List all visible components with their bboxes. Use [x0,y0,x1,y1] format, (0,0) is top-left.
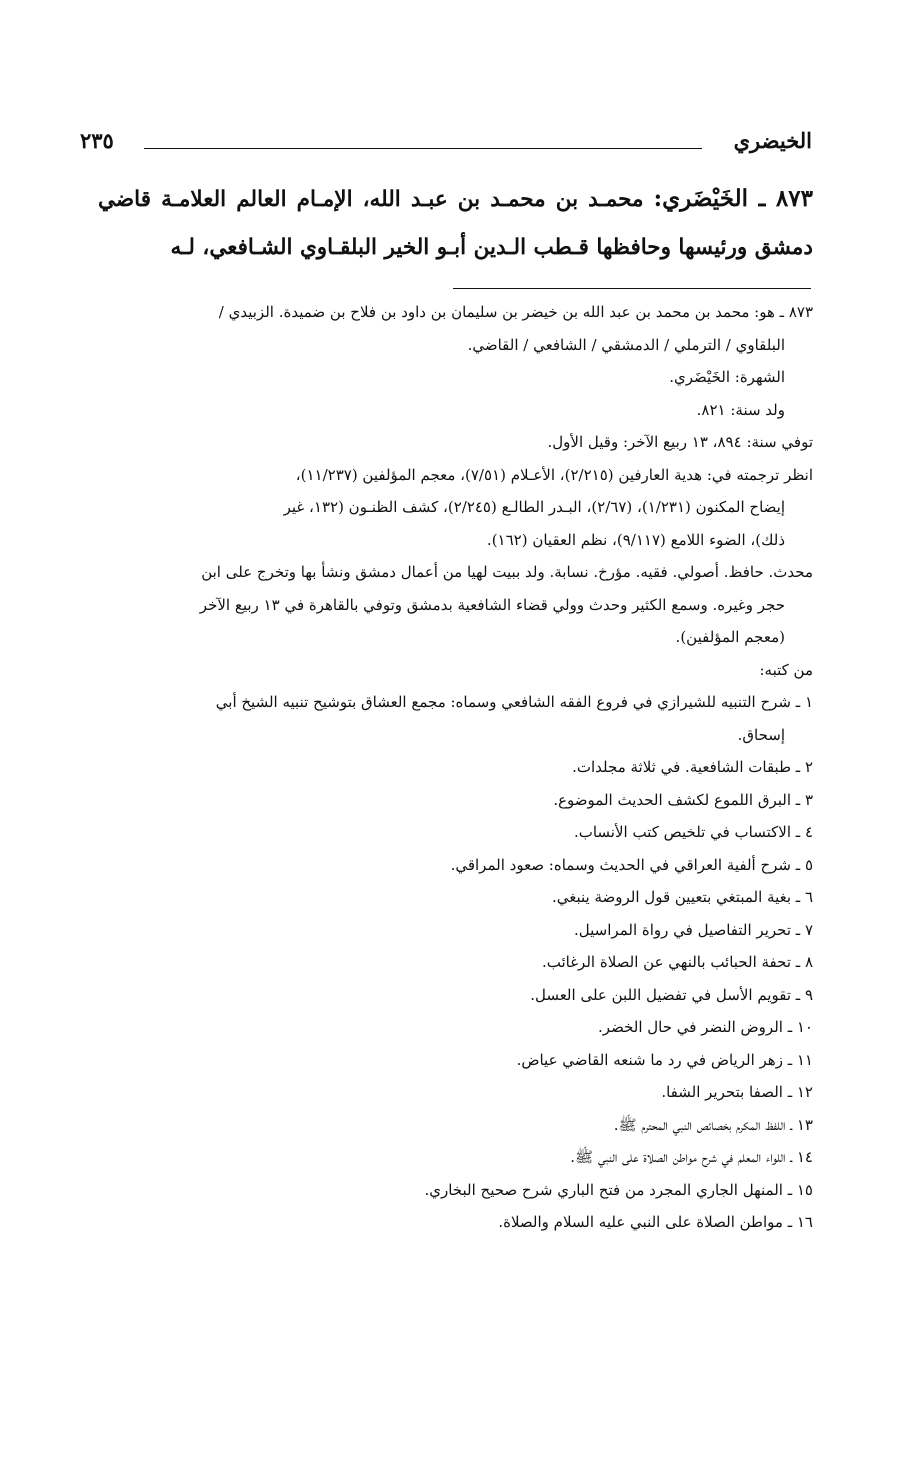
footnote-line: ١١ ـ زهر الرياض في رد ما شنعه القاضي عياض. [516,1050,813,1069]
page-number: ٢٣٥ [80,128,114,153]
footnote-line: ١٣ ـ اللفظ المكرم بخصائص النبي المحترم ﷺ. [613,1115,813,1134]
footnote-line: من كتبه: [759,660,813,679]
footnote-line: ١ ـ شرح التنبيه للشيرازي في فروع الفقه الشافعي وسماه: مجمع العشاق بتوشيح تنبيه الشيخ أبي [215,693,813,711]
footnote-line: الشهرة: الخَيْضَري. [669,368,785,386]
footnote-line: انظر ترجمته في: هدية العارفين (٢/٢١٥)، الأعـلام (٧/٥١)، معجم المؤلفين (١١/٢٣٧)، [295,465,813,484]
entry-heading: ٨٧٣ ـ الخَيْضَري: [653,185,813,212]
footnote-line: ٨٧٣ ـ هو: محمد بن محمد بن عبد الله بن خيضر بن سليمان بن داود بن فلاح بن ضميدة. الزبيدي / [218,303,813,321]
footnote-line: ١٢ ـ الصفا بتحرير الشفا. [661,1083,813,1101]
footnote-line: ١٥ ـ المنهل الجاري المجرد من فتح الباري شرح صحيح البخاري. [424,1180,813,1199]
footnote-line: توفي سنة: ٨٩٤، ١٣ ربيع الآخر: وقيل الأول. [547,433,813,451]
footnote-line: ١٦ ـ مواطن الصلاة على النبي عليه السلام والصلاة. [498,1213,813,1231]
footnote-line: ١٤ ـ اللواء المعلم في شرح مواطن الصلاة على النبي ﷺ. [570,1148,813,1166]
footnote-line: ٦ ـ بغية المبتغي بتعيين قول الروضة ينبغي. [551,888,813,906]
footnote-line: إيضاح المكنون (١/٢٣١)، (٢/٦٧)، البـدر الطالـع (٢/٢٤٥)، كشف الظنـون (١٣٢، غير [283,498,785,516]
footnote-line: ٨ ـ تحفة الحبائب بالنهي عن الصلاة الرغائب. [541,953,813,971]
header-title: الخيضري [733,128,812,153]
footnote-line: ٣ ـ البرق اللموع لكشف الحديث الموضوع. [553,790,813,809]
footnote-line: حجر وغيره. وسمع الكثير وحدث وولي قضاء الشافعية بدمشق وتوفي بالقاهرة في ١٣ ربيع الآخر [199,595,785,614]
footnote-line: إسحاق. [737,725,785,744]
footnote-line: ٢ ـ طبقات الشافعية. في ثلاثة مجلدات. [572,758,813,776]
footnote-line: محدث. حافظ. أصولي. فقيه. مؤرخ. نسابة. ولد ببيت لهيا من أعمال دمشق ونشأ بها وتخرج على ابن [201,563,813,581]
footnote-line: ولد سنة: ٨٢١. [696,400,785,419]
footnote-block [98,296,813,1239]
footnote-line: ٥ ـ شرح ألفية العراقي في الحديث وسماه: صعود المراقي. [450,855,813,874]
header-rule [144,148,702,149]
biography-entry [98,175,813,272]
footnote-line: البلقاوي / الترملي / الدمشقي / الشافعي / القاضي. [467,335,785,354]
footnote-line: ذلك)، الضوء اللامع (٩/١١٧)، نظم العقيان (١٦٢). [486,530,785,549]
running-header [80,128,812,162]
footnote-separator [453,288,811,289]
footnote-line: ٤ ـ الاكتساب في تلخيص كتب الأنساب. [573,823,813,841]
footnote-line: ٧ ـ تحرير التفاصيل في رواة المراسيل. [574,920,813,939]
footnote-line: ١٠ ـ الروض النضر في حال الخضر. [598,1018,813,1036]
footnote-line: (معجم المؤلفين). [675,628,785,646]
footnote-line: ٩ ـ تقويم الأسل في تفضيل اللبن على العسل. [530,985,813,1004]
entry-text: محمـد بن محمـد بن عبـد الله، الإمـام العالم العلامـة قاضي دمشق ورئيسها وحافظها قـطب الـدين أبـو الخير البلقـاوي الشـافعي، لـه [98,187,813,260]
